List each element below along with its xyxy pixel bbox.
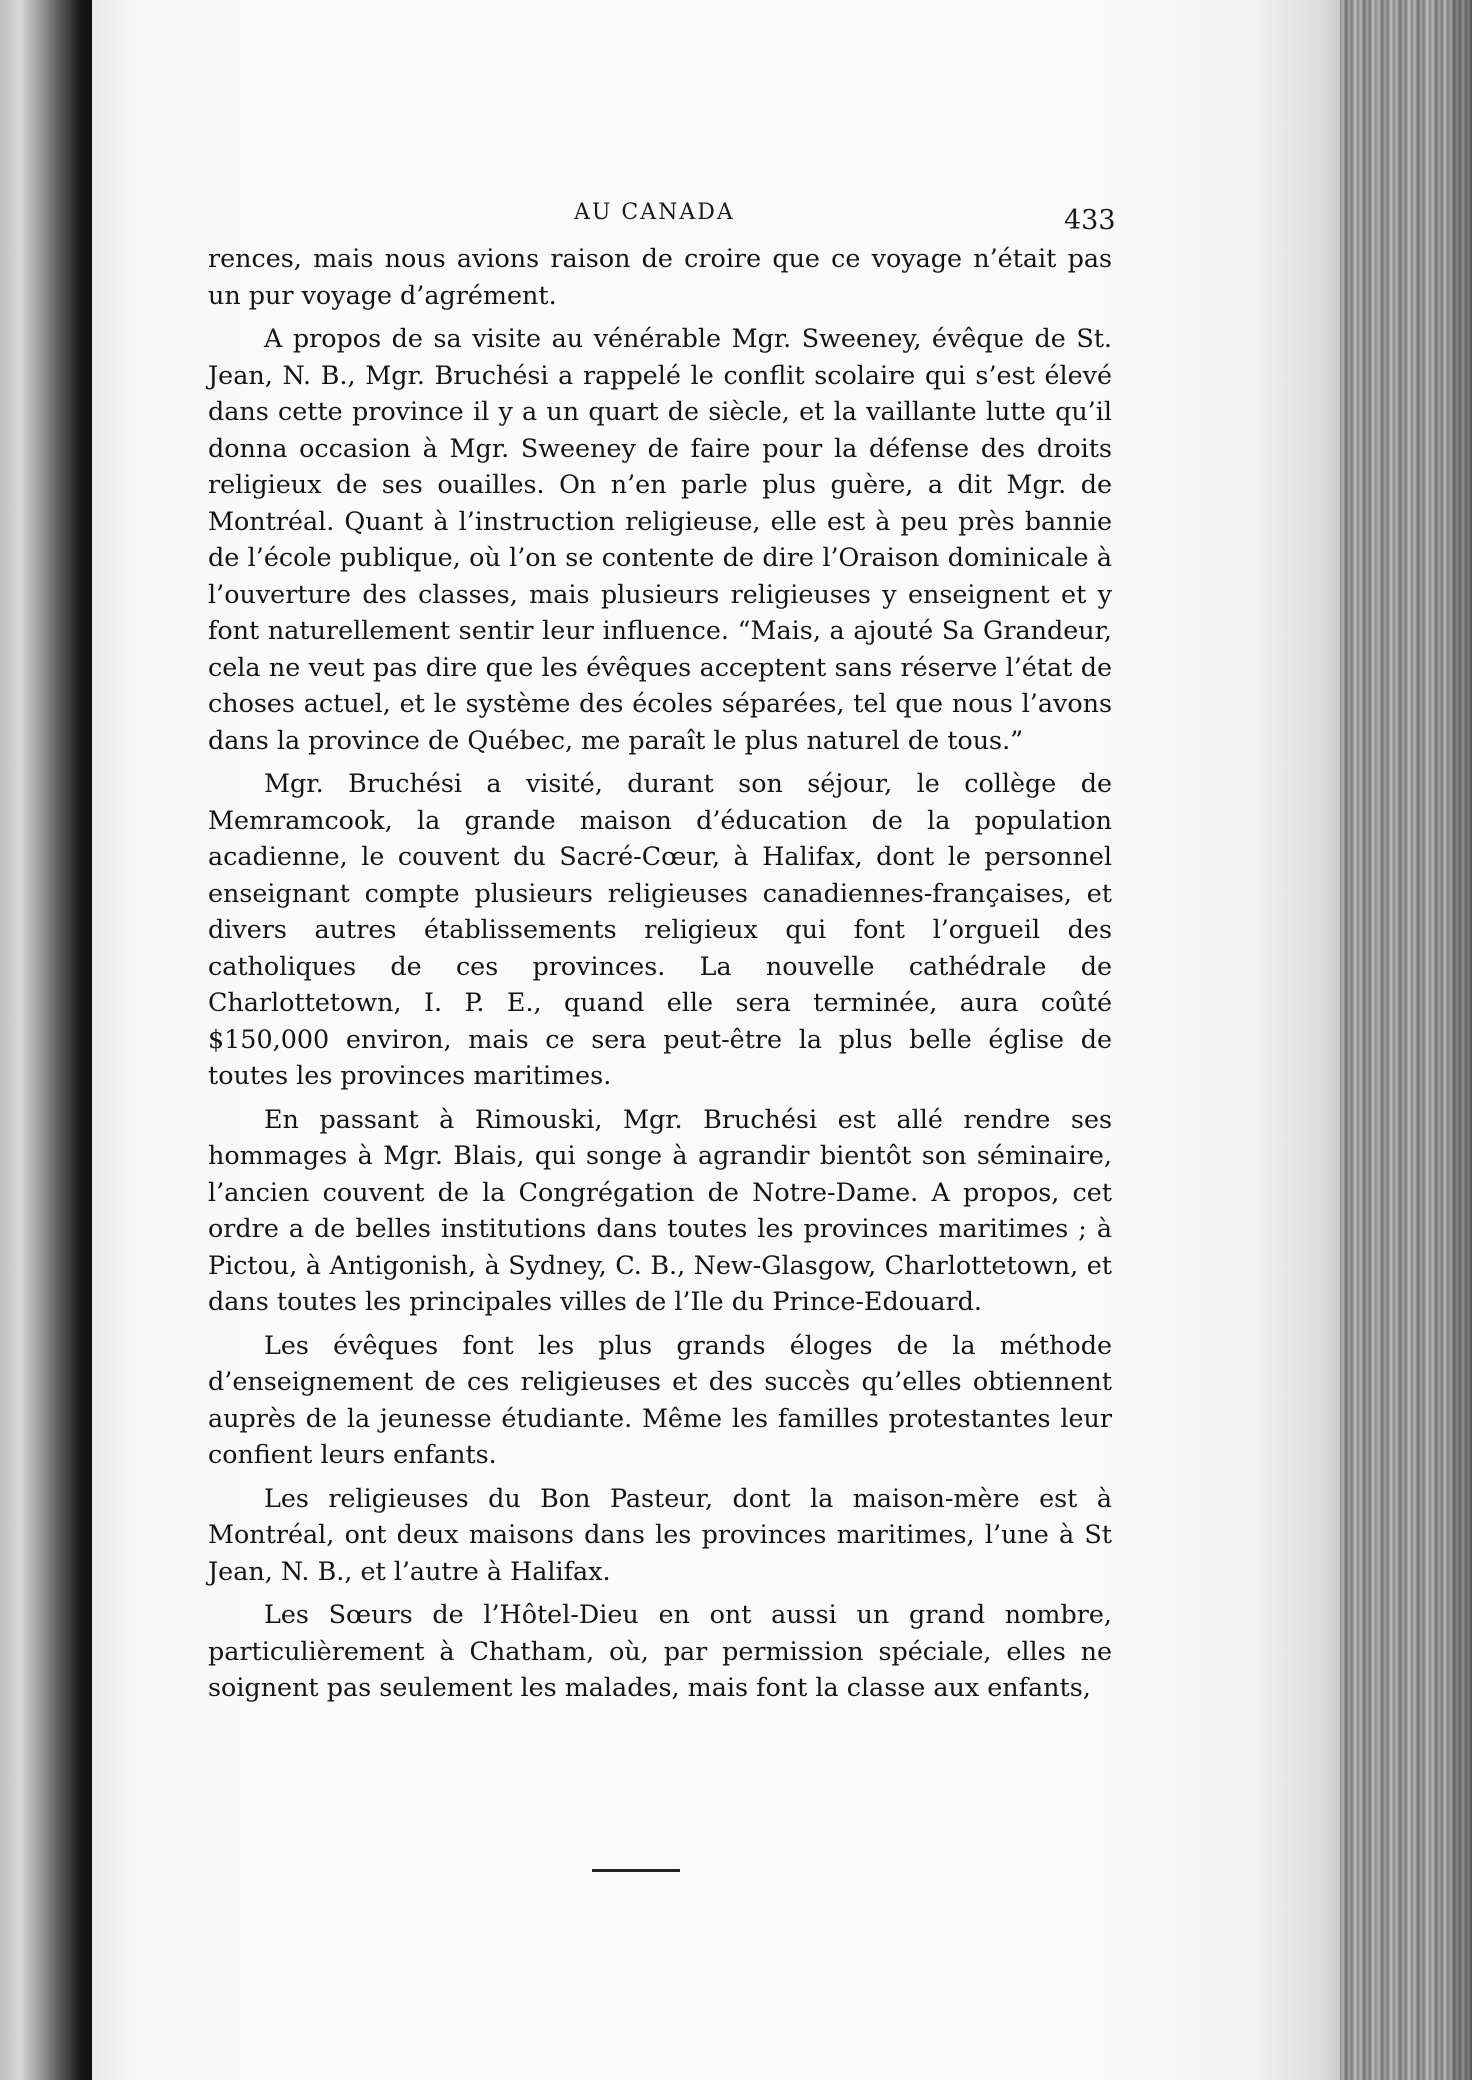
- paragraph: Mgr. Bruchési a visité, durant son séjour, le collège de Memramcook, la grande maison d’éducation de la population acadienne, le couvent du Sacré-Cœur, à Halifax, dont le personnel enseignant compte plusieurs religieuses canadiennes-françaises, et divers autres établissements religieux qui font l’orgueil des catholiques de ces provinces. La nouvelle cathédrale de Charlottetown, I. P. E., quand elle sera terminée, aura coûté $150,000 environ, mais ce sera peut-être la plus belle église de toutes les provinces maritimes.: [208, 768, 1112, 1090]
- paragraph: Les Sœurs de l’Hôtel-Dieu en ont aussi un grand nombre, particulièrement à Chatham, où, par permission spéciale, elles ne soignent pas seulement les malades, mais font la classe aux enfants,: [208, 1599, 1112, 1702]
- left-gutter: [0, 0, 92, 2080]
- body-text: [208, 240, 1112, 1713]
- page-number: 433: [1064, 205, 1116, 236]
- paragraph: A propos de sa visite au vénérable Mgr. Sweeney, évêque de St. Jean, N. B., Mgr. Bruchési a rappelé le conflit scolaire qui s’est élevé dans cette province il y a un quart de siècle, et la vaillante lutte qu’il donna occasion à Mgr. Sweeney de faire pour la défense des droits religieux de ses ouailles. On n’en parle plus guère, a dit Mgr. de Montréal. Quant à l’instruction religieuse, elle est à peu près bannie de l’école publique, où l’on se contente de dire l’Oraison dominicale à l’ouverture des classes, mais plusieurs religieuses y enseignent et y font naturellement sentir leur influence. “Mais, a ajouté Sa Grandeur, cela ne veut pas dire que les évêques acceptent sans réserve l’état de choses actuel, et le système des écoles séparées, tel que nous l’avons dans la province de Québec, me paraît le plus naturel de tous.”: [208, 323, 1112, 755]
- paragraph: Les religieuses du Bon Pasteur, dont la maison-mère est à Montréal, ont deux maisons dans les provinces maritimes, l’une à St Jean, N. B., et l’autre à Halifax.: [208, 1482, 1112, 1586]
- running-head: AU CANADA: [574, 200, 735, 225]
- section-end-rule: [592, 1869, 680, 1872]
- paragraph: En passant à Rimouski, Mgr. Bruchési est allé rendre ses hommages à Mgr. Blais, qui songe à agrandir bientôt son séminaire, l’ancien couvent de la Congrégation de Notre-Dame. A propos, cet ordre a de belles institutions dans toutes les provinces maritimes ; à Pictou, à Antigonish, à Sydney, C. B., New-Glasgow, Charlottetown, et dans toutes les principales villes de l’Ile du Prince-Edouard.: [208, 1103, 1112, 1316]
- paragraph-continuation: rences, mais nous avions raison de croire que ce voyage n’était pas un pur voyage d’agrément.: [208, 243, 1112, 310]
- page-edges: [1340, 0, 1472, 2080]
- paragraph: Les évêques font les plus grands éloges de la méthode d’enseignement de ces religieuses et des succès qu’elles obtiennent auprès de la jeunesse étudiante. Même les familles protestantes leur confient leurs enfants.: [208, 1329, 1112, 1469]
